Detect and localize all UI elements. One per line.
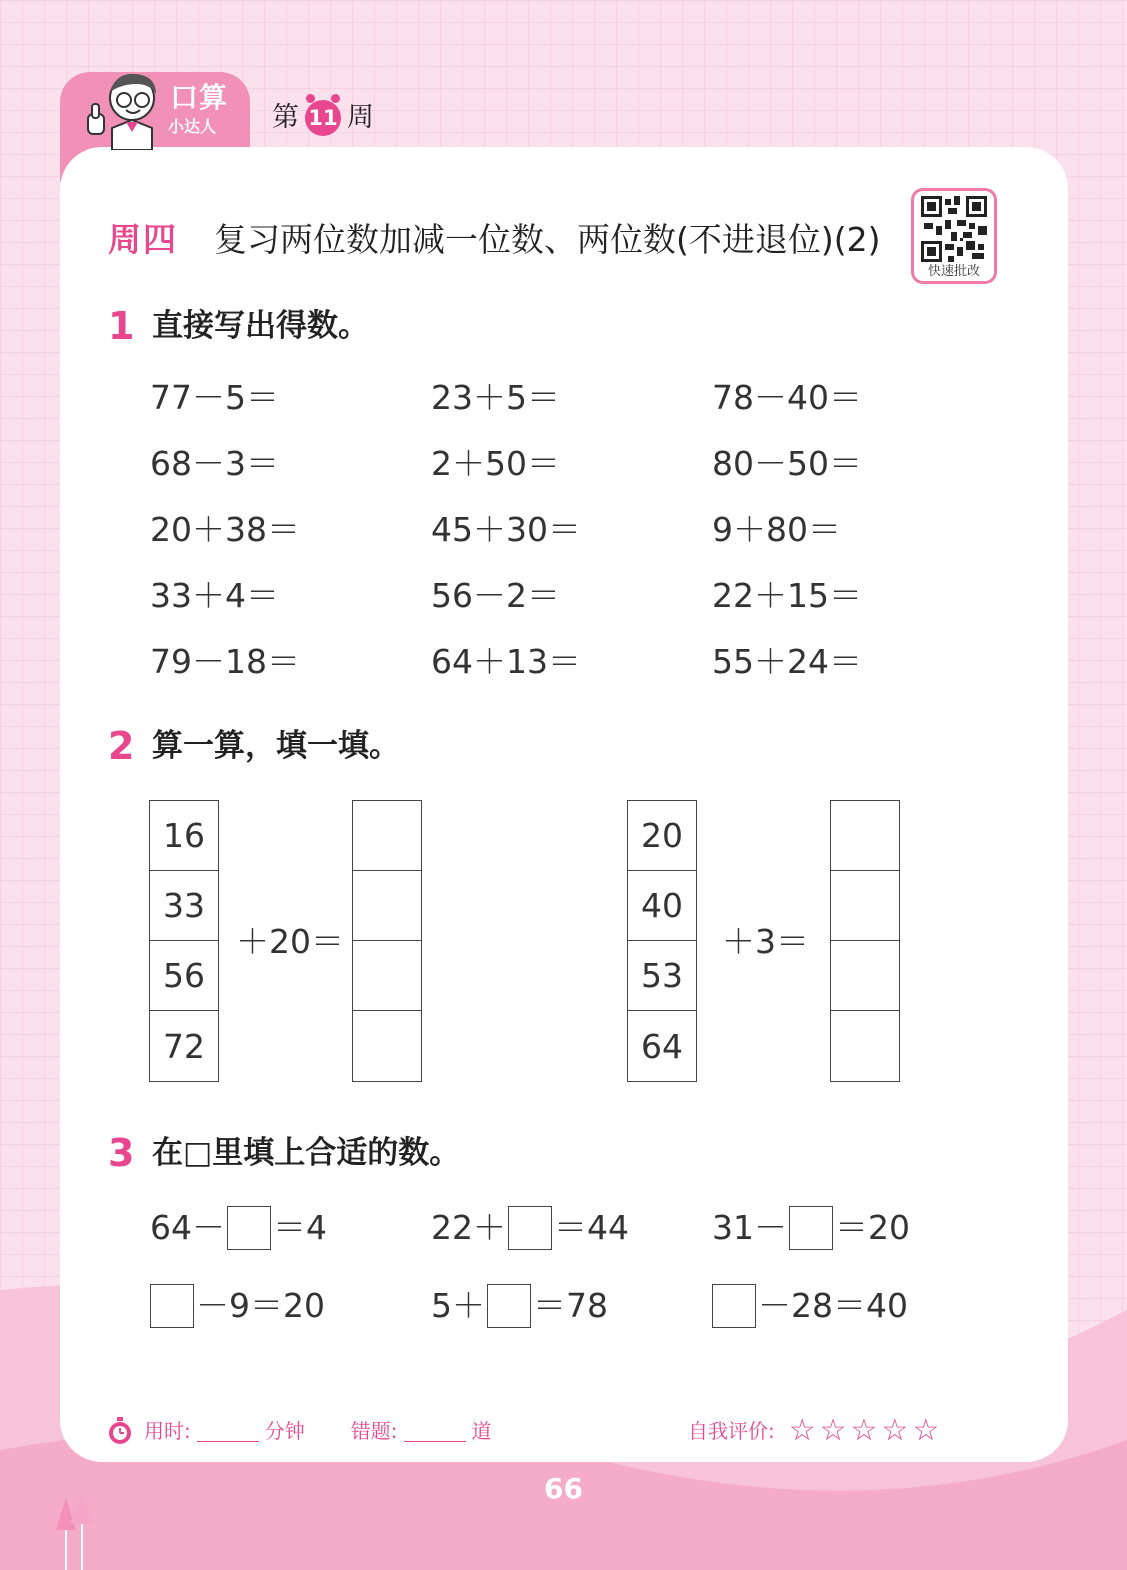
fill-problem-after: －9＝20 xyxy=(196,1286,325,1325)
answer-cell[interactable] xyxy=(353,871,421,941)
fill-problem-before: 64－ xyxy=(150,1208,225,1247)
fill-problem xyxy=(710,1283,908,1329)
input-cell: 64 xyxy=(641,1026,683,1066)
fill-problem xyxy=(431,1205,629,1251)
problem: 55＋24＝ xyxy=(712,642,862,681)
page-number: 66 xyxy=(544,1472,583,1505)
problem: 77－5＝ xyxy=(150,378,279,417)
answer-cell[interactable] xyxy=(831,941,899,1011)
problem: 64＋13＝ xyxy=(431,642,581,681)
answer-cell[interactable] xyxy=(353,801,421,871)
self-eval-label: 自我评价: xyxy=(688,1419,775,1443)
qr-code-box[interactable] xyxy=(911,188,997,284)
fill-problem-after: ＝4 xyxy=(273,1208,327,1247)
answer-cell[interactable] xyxy=(831,801,899,871)
problem: 45＋30＝ xyxy=(431,510,581,549)
fill-problem xyxy=(148,1283,325,1329)
section-2-number: 2 xyxy=(108,724,135,768)
problem: 20＋38＝ xyxy=(150,510,300,549)
lesson-topic: 复习两位数加减一位数、两位数(不进退位)(2) xyxy=(214,220,881,259)
fill-blank-box[interactable] xyxy=(150,1284,194,1328)
answer-cell[interactable] xyxy=(353,941,421,1011)
fill-blank-box[interactable] xyxy=(227,1206,271,1250)
fill-problem-after: ＝44 xyxy=(554,1208,629,1247)
section-1-heading xyxy=(108,306,369,346)
input-cell: 33 xyxy=(150,871,218,941)
fill-blank-box[interactable] xyxy=(508,1206,552,1250)
time-label: 用时: xyxy=(144,1419,191,1443)
mascot-illustration xyxy=(80,70,170,150)
brand-title: 口算 xyxy=(170,81,229,114)
week-number-badge: 11 xyxy=(305,100,341,136)
input-cell: 53 xyxy=(628,941,696,1011)
section-2-heading xyxy=(108,726,400,766)
problem: 68－3＝ xyxy=(150,444,279,483)
section-2-title: 算一算，填一填。 xyxy=(152,728,400,764)
stopwatch-icon xyxy=(106,1416,134,1446)
lesson-heading xyxy=(108,218,881,262)
qr-code-icon xyxy=(921,196,987,262)
tree-decoration-icon xyxy=(52,1490,102,1570)
answer-cell[interactable] xyxy=(353,1011,421,1081)
fill-problem-before: 5＋ xyxy=(431,1286,485,1325)
problem: 78－40＝ xyxy=(712,378,862,417)
fill-problem xyxy=(712,1205,910,1251)
fill-blank-box[interactable] xyxy=(712,1284,756,1328)
section-3-title: 在□里填上合适的数。 xyxy=(152,1135,461,1171)
fill-problem-after: ＝20 xyxy=(835,1208,910,1247)
problem: 22＋15＝ xyxy=(712,576,862,615)
section-3-number: 3 xyxy=(108,1131,135,1175)
input-cell: 72 xyxy=(163,1026,205,1066)
input-cell: 16 xyxy=(150,801,218,871)
problem: 79－18＝ xyxy=(150,642,300,681)
answer-cell[interactable] xyxy=(831,871,899,941)
problem: 56－2＝ xyxy=(431,576,560,615)
right-operation: ＋3＝ xyxy=(722,922,809,961)
fill-blank-box[interactable] xyxy=(487,1284,531,1328)
footer-time xyxy=(106,1416,492,1446)
left-input-column xyxy=(149,800,219,1082)
problem: 9＋80＝ xyxy=(712,510,841,549)
fill-problem xyxy=(150,1205,327,1251)
star-rating[interactable]: ☆☆☆☆☆ xyxy=(788,1413,944,1448)
section-3-heading xyxy=(108,1133,460,1173)
answer-cell[interactable] xyxy=(831,1011,899,1081)
lesson-day: 周四 xyxy=(108,220,178,259)
fill-problem-before: 22＋ xyxy=(431,1208,506,1247)
problem: 23＋5＝ xyxy=(431,378,560,417)
week-prefix: 第 xyxy=(272,102,299,133)
right-answer-column xyxy=(830,800,900,1082)
left-operation: ＋20＝ xyxy=(236,922,344,961)
fill-problem-before: 31－ xyxy=(712,1208,787,1247)
fill-problem-after: ＝78 xyxy=(533,1286,608,1325)
problem: 33＋4＝ xyxy=(150,576,279,615)
footer-self-eval xyxy=(688,1413,944,1448)
left-answer-column xyxy=(352,800,422,1082)
errors-unit: 道 xyxy=(471,1419,492,1443)
time-unit: 分钟 xyxy=(264,1419,305,1443)
fill-problem xyxy=(431,1283,608,1329)
week-suffix: 周 xyxy=(347,102,374,133)
problem: 2＋50＝ xyxy=(431,444,560,483)
problem: 80－50＝ xyxy=(712,444,862,483)
input-cell: 40 xyxy=(628,871,696,941)
section-1-title: 直接写出得数。 xyxy=(152,308,369,344)
input-cell: 20 xyxy=(628,801,696,871)
fill-problem-after: －28＝40 xyxy=(758,1286,908,1325)
brand-subtitle: 小达人 xyxy=(168,117,217,136)
week-indicator xyxy=(272,100,374,136)
input-cell: 56 xyxy=(150,941,218,1011)
errors-blank[interactable] xyxy=(404,1421,466,1442)
time-blank[interactable] xyxy=(197,1421,259,1442)
fill-blank-box[interactable] xyxy=(789,1206,833,1250)
section-1-number: 1 xyxy=(108,304,135,348)
right-input-column xyxy=(627,800,697,1082)
qr-label: 快速批改 xyxy=(927,264,980,279)
errors-label: 错题: xyxy=(350,1419,398,1443)
